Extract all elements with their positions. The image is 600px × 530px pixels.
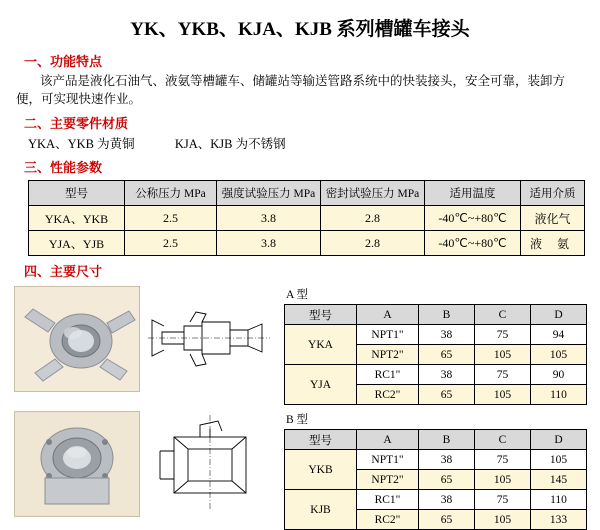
dim-a-g0-r0-b: 38 <box>419 325 475 345</box>
perf-r1-c1: 2.5 <box>125 231 217 256</box>
perf-r1-c5: 液 氨 <box>521 231 585 256</box>
table-row <box>285 490 587 510</box>
perf-col-0: 型号 <box>29 181 125 206</box>
dim-a-g1-r1-c: 105 <box>475 385 531 405</box>
dim-label-a: A 型 <box>286 289 309 302</box>
table-header-row <box>29 181 585 206</box>
dim-a-g0-r1-d: 105 <box>531 345 587 365</box>
dim-a-g1-r1-b: 65 <box>419 385 475 405</box>
table-row <box>29 231 585 256</box>
dim-b-g0-r1-b: 65 <box>419 470 475 490</box>
perf-r0-c0: YKA、YKB <box>29 206 125 231</box>
dim-a-col-0: 型号 <box>285 305 357 325</box>
dim-b-g1-r1-a: RC2" <box>357 510 419 530</box>
dim-b-model-ykb: YKB <box>285 450 357 490</box>
perf-r1-c0: YJA、YJB <box>29 231 125 256</box>
dim-a-g0-r0-d: 94 <box>531 325 587 345</box>
table-row <box>29 206 585 231</box>
dim-b-col-2: B <box>419 430 475 450</box>
figures-area <box>14 286 586 530</box>
dim-a-g0-r1-c: 105 <box>475 345 531 365</box>
figure-row-b <box>14 411 586 530</box>
photo-b-coupling <box>14 411 140 517</box>
dim-b-g1-r0-c: 75 <box>475 490 531 510</box>
perf-col-3: 密封试验压力 MPa <box>321 181 425 206</box>
perf-r1-c2: 3.8 <box>217 231 321 256</box>
perf-r1-c3: 2.8 <box>321 231 425 256</box>
table-header-row <box>285 430 587 450</box>
dim-a-g1-r1-d: 110 <box>531 385 587 405</box>
perf-col-1: 公称压力 MPa <box>125 181 217 206</box>
table-row <box>285 365 587 385</box>
materials-left: YKA、YKB 为黄铜 <box>28 137 135 152</box>
dim-a-col-2: B <box>419 305 475 325</box>
section-heading-materials: 二、主要零件材质 <box>24 116 129 132</box>
dim-b-g1-r1-c: 105 <box>475 510 531 530</box>
dimension-table-b <box>284 429 587 530</box>
perf-r1-c4: -40℃~+80℃ <box>425 231 521 256</box>
dim-a-g1-r1-a: RC2" <box>357 385 419 405</box>
perf-r0-c2: 3.8 <box>217 206 321 231</box>
dim-a-col-3: C <box>475 305 531 325</box>
dim-b-col-3: C <box>475 430 531 450</box>
dim-a-g1-r0-a: RC1" <box>357 365 419 385</box>
dim-a-g0-r1-a: NPT2" <box>357 345 419 365</box>
dim-a-g0-r0-a: NPT1" <box>357 325 419 345</box>
dim-b-col-1: A <box>357 430 419 450</box>
dim-a-g0-r0-c: 75 <box>475 325 531 345</box>
perf-r0-c4: -40℃~+80℃ <box>425 206 521 231</box>
drawing-a-coupling <box>144 286 274 390</box>
dim-b-g0-r0-a: NPT1" <box>357 450 419 470</box>
dim-b-col-0: 型号 <box>285 430 357 450</box>
table-header-row <box>285 305 587 325</box>
dim-b-model-kjb: KJB <box>285 490 357 530</box>
dim-label-b: B 型 <box>286 414 309 427</box>
dimension-table-a <box>284 304 587 405</box>
dim-b-g1-r0-a: RC1" <box>357 490 419 510</box>
dim-b-g1-r0-d: 110 <box>531 490 587 510</box>
section-heading-dimensions: 四、主要尺寸 <box>24 264 103 280</box>
section-heading-performance: 三、性能参数 <box>24 160 103 176</box>
dim-a-g1-r0-c: 75 <box>475 365 531 385</box>
dim-a-col-1: A <box>357 305 419 325</box>
perf-col-5: 适用介质 <box>521 181 585 206</box>
dim-b-col-4: D <box>531 430 587 450</box>
dim-b-g0-r0-b: 38 <box>419 450 475 470</box>
dim-b-g0-r1-d: 145 <box>531 470 587 490</box>
materials-line <box>28 134 586 152</box>
dim-a-g0-r1-b: 65 <box>419 345 475 365</box>
dim-b-g0-r1-a: NPT2" <box>357 470 419 490</box>
perf-r0-c1: 2.5 <box>125 206 217 231</box>
dimension-block-b <box>284 411 587 530</box>
dim-a-col-4: D <box>531 305 587 325</box>
perf-col-2: 强度试验压力 MPa <box>217 181 321 206</box>
perf-r0-c3: 2.8 <box>321 206 425 231</box>
dim-b-g1-r1-b: 65 <box>419 510 475 530</box>
dim-b-g0-r1-c: 105 <box>475 470 531 490</box>
dim-b-g0-r0-c: 75 <box>475 450 531 470</box>
section-heading-features: 一、功能特点 <box>24 54 103 69</box>
table-row <box>285 450 587 470</box>
dim-a-model-yka: YKA <box>285 325 357 365</box>
dim-b-g0-r0-d: 105 <box>531 450 587 470</box>
dim-a-g1-r0-b: 38 <box>419 365 475 385</box>
perf-col-4: 适用温度 <box>425 181 521 206</box>
materials-right: KJA、KJB 为不锈钢 <box>174 137 286 152</box>
table-row <box>285 325 587 345</box>
dim-b-g1-r0-b: 38 <box>419 490 475 510</box>
features-text: 该产品是液化石油气、液氨等槽罐车、储罐站等输送管路系统中的快装接头，安全可靠，装卸方便，可实现快速作业。 <box>16 74 566 107</box>
dim-a-g1-r0-d: 90 <box>531 365 587 385</box>
dim-b-g1-r1-d: 133 <box>531 510 587 530</box>
page-title: YK、YKB、KJA、KJB 系列槽罐车接头 <box>130 19 470 40</box>
drawing-b-coupling <box>144 411 274 515</box>
dimension-block-a <box>284 286 587 405</box>
perf-r0-c5: 液化气 <box>521 206 585 231</box>
photo-a-coupling <box>14 286 140 392</box>
dim-a-model-yja: YJA <box>285 365 357 405</box>
performance-table <box>28 180 585 256</box>
figure-row-a <box>14 286 586 405</box>
